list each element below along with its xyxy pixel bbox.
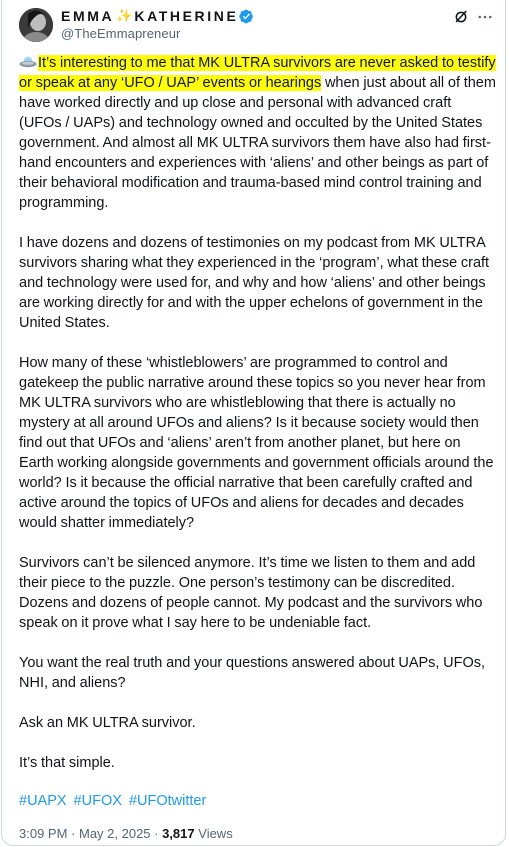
meta-separator: · — [67, 826, 79, 841]
tweet-card — [1, 0, 506, 846]
tweet-paragraph — [19, 53, 497, 213]
tweet-paragraph: Ask an MK ULTRA survivor. — [19, 715, 196, 731]
avatar[interactable] — [19, 8, 53, 42]
hashtags — [19, 793, 209, 809]
tweet-date[interactable]: May 2, 2025 — [78, 826, 151, 841]
tweet-meta — [19, 826, 233, 841]
author-name-first: EMMA — [61, 8, 115, 24]
views-count: 3,817 — [162, 826, 195, 841]
avatar-image — [19, 8, 53, 42]
tweet-paragraph: How many of these ‘whistleblowers’ are programmed to control and gatekeep the public narrative around these topics so you never hear from MK ULTRA survivors who are whistleblowing that there is actually no mystery at all around UFOs and aliens? Is it because society would then find out that UFOs and ‘aliens’ aren’t from another planet, but here on Earth working alongside governments and government officials around the world? Is it because the official narrative that been carefully crafted and active around the topics of UFOs and aliens for decades and decades would shatter immediately? — [19, 355, 494, 531]
author-name-last: KATHERINE — [134, 8, 239, 24]
highlighted-text: It’s interesting to me that MK ULTRA survivors are never asked to testify or speak at any ‘UFO / UAP’ events or hearings — [19, 55, 496, 91]
meta-separator: · — [150, 826, 163, 841]
tweet-time[interactable]: 3:09 PM — [19, 826, 68, 841]
tweet-paragraph: I have dozens and dozens of testimonies on my podcast from MK ULTRA survivors sharing what they experienced in the ‘program’, what these craft and technology were used for, and why and how ‘aliens’ and other beings are working directly for and with the upper echelons of government in the United States. — [19, 235, 490, 331]
author-name[interactable] — [61, 8, 254, 24]
hashtag-link[interactable]: #UFOX — [73, 793, 122, 809]
verified-badge-icon — [239, 9, 254, 24]
hashtag-link[interactable]: #UAPX — [19, 793, 67, 809]
sparkle-icon: ✨ — [116, 8, 133, 23]
tweet-text — [19, 53, 497, 793]
views-label: Views — [194, 826, 233, 841]
ufo-icon — [19, 55, 37, 69]
tweet-text-segment: when just about all of them have worked directly and up close and personal with advanced craft (UFOs / UAPs) and technology owned and occulted by the United States government. And almost all MK ULTRA survivors them have also had first-hand encounters and experiences with ‘aliens’ and other beings as part of their behavioral modification and trauma-based mind control training and programming. — [19, 75, 496, 211]
tweet-paragraph: Survivors can’t be silenced anymore. It’s time we listen to them and add their piece to the puzzle. One person’s testimony can be discredited. Dozens and dozens of people cannot. My podcast and the survivors who speak on it prove what I say here to be undeniable fact. — [19, 555, 483, 631]
grok-icon[interactable] — [452, 8, 470, 26]
more-icon[interactable] — [476, 8, 494, 26]
hashtag-link[interactable]: #UFOtwitter — [128, 793, 207, 809]
author-handle[interactable]: @TheEmmapreneur — [61, 26, 181, 41]
tweet-paragraph: You want the real truth and your questions answered about UAPs, UFOs, NHI, and aliens? — [19, 655, 486, 691]
tweet-paragraph: It’s that simple. — [19, 755, 115, 771]
